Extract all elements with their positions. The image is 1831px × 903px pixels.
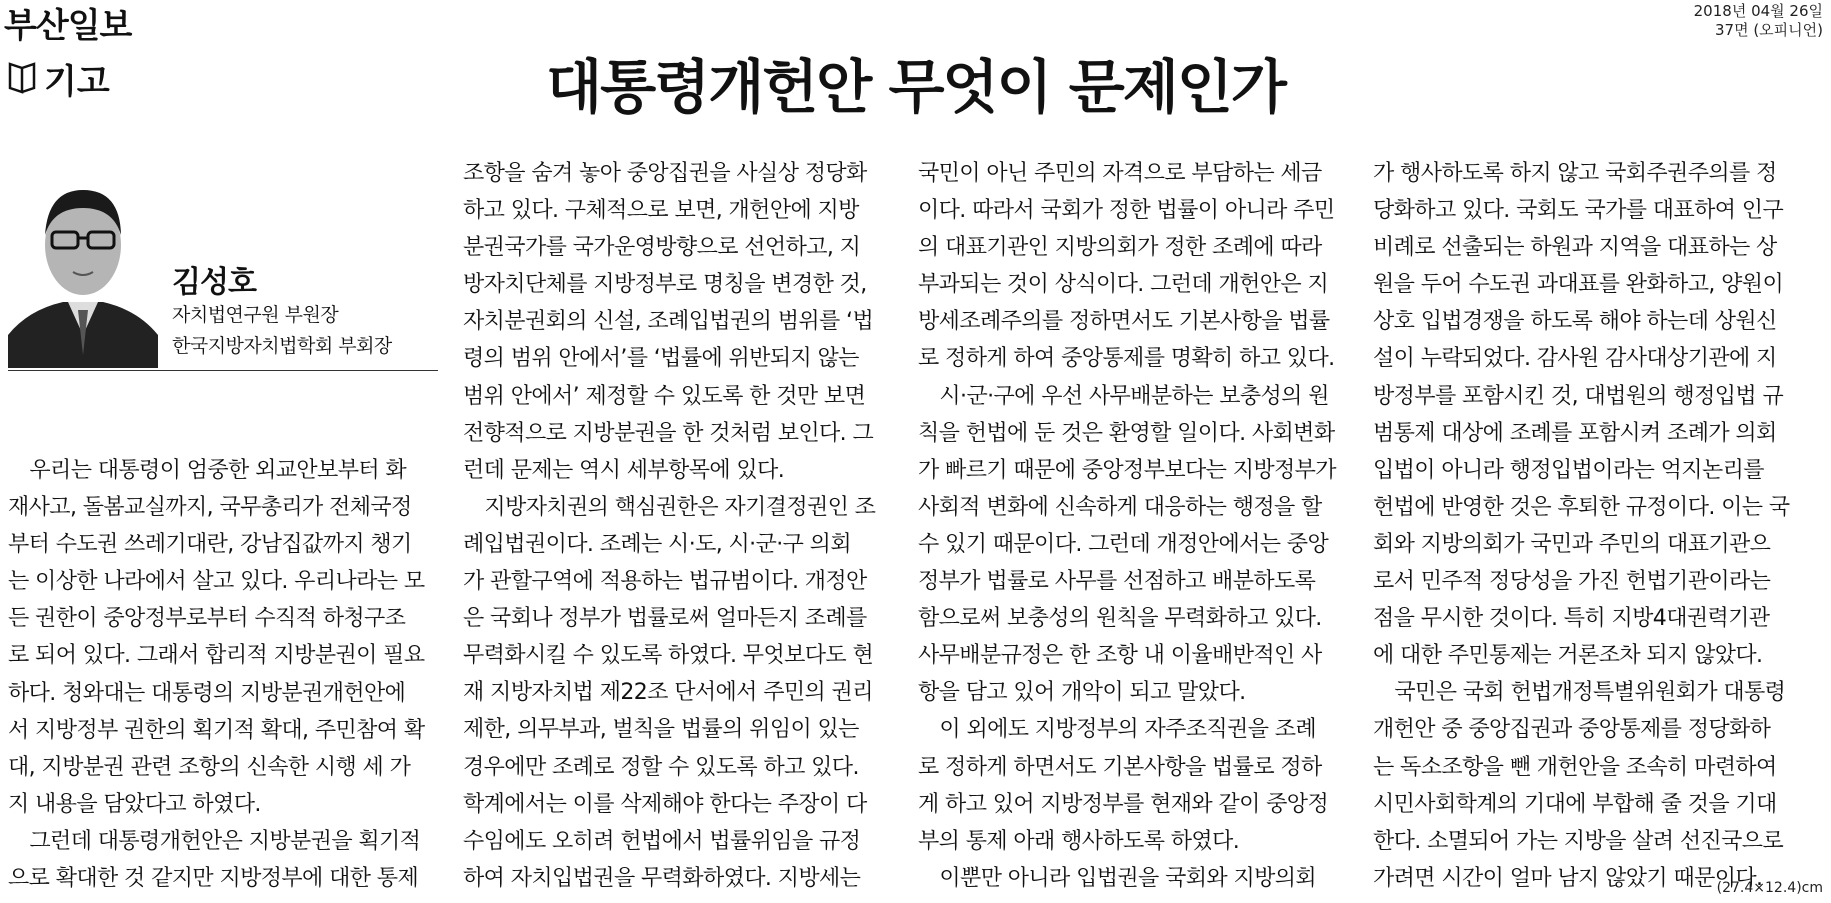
article-size: (27.4×12.4)cm (1716, 880, 1823, 896)
text-line: 가려면 시간이 얼마 남지 않았기 때문이다. (1373, 865, 1763, 891)
text-line: 재사고, 돌봄교실까지, 국무총리가 전체국정 (8, 495, 412, 521)
text-line: 이뿐만 아니라 입법권을 국회와 지방의회 (918, 865, 1317, 891)
text-line: 이다. 따라서 국회가 정한 법률이 아니라 주민 (918, 198, 1335, 224)
text-line: 방정부를 포함시킨 것, 대법원의 행정입법 규 (1373, 383, 1784, 409)
newspaper-logo: 부산일보 (4, 6, 132, 46)
text-line: 자치분권회의 신설, 조례입법권의 범위를 ‘법 (463, 309, 874, 335)
issue-meta (1694, 2, 1823, 40)
text-line: 헌법에 반영한 것은 후퇴한 규정이다. 이는 국 (1373, 494, 1790, 520)
text-line: 방세조례주의를 정하면서도 기본사항을 법률 (918, 309, 1330, 335)
text-line: 부터 수도권 쓰레기대란, 강남집값까지 챙기 (8, 532, 412, 558)
text-line: 로 되어 있다. 그래서 합리적 지방분권이 필요 (8, 643, 425, 669)
text-line: 사회적 변화에 신속하게 대응하는 행정을 할 (918, 494, 1322, 520)
text-line: 칙을 헌법에 둔 것은 환영할 일이다. 사회변화 (918, 420, 1335, 446)
text-line: 지 내용을 담았다고 하였다. (8, 791, 261, 817)
text-line: 시민사회학계의 기대에 부합해 줄 것을 기대 (1373, 791, 1777, 817)
text-line: 는 독소조항을 뺀 개헌안을 조속히 마련하여 (1373, 754, 1777, 780)
headline: 대통령개헌안 무엇이 문제인가 (546, 53, 1285, 121)
text-line: 시·군·구에 우선 사무배분하는 보충성의 원 (918, 383, 1329, 409)
text-line: 점을 무시한 것이다. 특히 지방4대권력기관 (1373, 606, 1770, 632)
text-line: 서 지방정부 권한의 획기적 확대, 주민참여 확 (8, 717, 425, 743)
author-name: 김성호 (172, 265, 256, 300)
text-line: 당화하고 있다. 국회도 국가를 대표하여 인구 (1373, 198, 1784, 224)
text-line: 한다. 소멸되어 가는 지방을 살려 선진국으로 (1373, 828, 1784, 854)
text-line: 항을 담고 있어 개악이 되고 말았다. (918, 680, 1246, 706)
text-line: 하여 자치입법권을 무력화하였다. 지방세는 (463, 865, 861, 891)
text-line: 설이 누락되었다. 감사원 감사대상기관에 지 (1373, 346, 1777, 372)
text-line: 령의 범위 안에서’를 ‘법률에 위반되지 않는 (463, 346, 859, 372)
text-line: 비례로 선출되는 하원과 지역을 대표하는 상 (1373, 235, 1777, 261)
text-line: 상호 입법경쟁을 하도록 해야 하는데 상원신 (1373, 309, 1777, 335)
text-line: 원을 두어 수도권 과대표를 완화하고, 양원이 (1373, 272, 1784, 298)
text-line: 범위 안에서’ 제정할 수 있도록 한 것만 보면 (463, 383, 866, 409)
author-divider (8, 370, 438, 371)
text-line: 가 빠르기 때문에 중앙정부보다는 지방정부가 (918, 457, 1336, 483)
text-line: 함으로써 보충성의 원칙을 무력화하고 있다. (918, 606, 1322, 632)
text-line: 제한, 의무부과, 벌칙을 법률의 위임이 있는 (463, 717, 859, 743)
text-line: 방자치단체를 지방정부로 명칭을 변경한 것, (463, 272, 867, 298)
text-line: 범통제 대상에 조례를 포함시켜 조례가 의회 (1373, 420, 1777, 446)
text-line: 이 외에도 지방정부의 자주조직권을 조례 (918, 717, 1317, 743)
text-line: 부의 통제 아래 행사하도록 하였다. (918, 828, 1240, 854)
text-line: 하다. 청와대는 대통령의 지방분권개헌안에 (8, 680, 406, 706)
text-line: 입법이 아니라 행정입법이라는 억지논리를 (1373, 457, 1764, 483)
text-line: 지방자치권의 핵심권한은 자기결정권인 조 (463, 494, 876, 520)
text-line: 회와 지방의회가 국민과 주민의 대표기관으 (1373, 531, 1771, 557)
text-line: 는 이상한 나라에서 살고 있다. 우리나라는 모 (8, 569, 425, 595)
text-line: 으로 확대한 것 같지만 지방정부에 대한 통제 (8, 866, 419, 892)
text-line: 전향적으로 지방분권을 한 것처럼 보인다. 그 (463, 420, 874, 446)
text-line: 가 관할구역에 적용하는 법규범이다. 개정안 (463, 569, 867, 595)
text-line: 대, 지방분권 관련 조항의 신속한 시행 세 가 (8, 754, 411, 780)
text-line: 하고 있다. 구체적으로 보면, 개헌안에 지방 (463, 198, 859, 224)
section-label: 기고 (44, 62, 110, 102)
author-affiliation: 한국지방자치법학회 부회장 (172, 335, 392, 357)
text-line: 그런데 대통령개헌안은 지방분권을 획기적 (8, 828, 421, 854)
text-line: 조항을 숨겨 놓아 중앙집권을 사실상 정당화 (463, 161, 867, 186)
text-line: 수 있기 때문이다. 그런데 개정안에서는 중앙 (918, 531, 1329, 557)
issue-page: 37면 (오피니언) (1714, 21, 1823, 39)
text-line: 든 권한이 중앙정부로부터 수직적 하청구조 (8, 606, 406, 632)
text-line: 로 정하게 하여 중앙통제를 명확히 하고 있다. (918, 346, 1335, 372)
text-line: 의 대표기관인 지방의회가 정한 조례에 따라 (918, 235, 1322, 261)
text-line: 수임에도 오히려 헌법에서 법률위임을 규정 (463, 828, 861, 854)
text-line: 국민이 아닌 주민의 자격으로 부담하는 세금 (918, 161, 1322, 186)
text-line: 우리는 대통령이 엄중한 외교안보부터 화 (8, 458, 407, 483)
text-line: 학계에서는 이를 삭제해야 한다는 주장이 다 (463, 791, 867, 817)
text-line: 무력화시킬 수 있도록 하였다. 무엇보다도 현 (463, 643, 874, 669)
text-line: 재 지방자치법 제22조 단서에서 주민의 권리 (463, 680, 873, 706)
text-line: 정부가 법률로 사무를 선점하고 배분하도록 (918, 569, 1316, 595)
column-1 (8, 452, 438, 897)
text-line: 로서 민주적 정당성을 가진 헌법기관이라는 (1373, 569, 1771, 595)
text-line: 게 하고 있어 지방정부를 현재와 같이 중앙정 (918, 791, 1329, 817)
author-photo (8, 160, 158, 368)
text-line: 경우에만 조례로 정할 수 있도록 하고 있다. (463, 754, 859, 780)
text-line: 런데 문제는 역시 세부항목에 있다. (463, 457, 785, 483)
column-2 (463, 155, 893, 897)
text-line: 부과되는 것이 상식이다. 그런데 개헌안은 지 (918, 272, 1329, 298)
author-role: 자치법연구원 부원장 (172, 304, 339, 326)
text-line: 로 정하게 하면서도 기본사항을 법률로 정하 (918, 754, 1322, 780)
text-line: 사무배분규정은 한 조항 내 이율배반적인 사 (918, 643, 1322, 669)
text-line: 분권국가를 국가운영방향으로 선언하고, 지 (463, 235, 861, 261)
text-line: 례입법권이다. 조례는 시·도, 시·군·구 의회 (463, 531, 851, 557)
column-4 (1373, 155, 1803, 897)
text-line: 국민은 국회 헌법개정특별위원회가 대통령 (1373, 680, 1786, 706)
text-line: 가 행사하도록 하지 않고 국회주권주의를 정 (1373, 161, 1777, 186)
text-line: 은 국회나 정부가 법률로써 얼마든지 조례를 (463, 606, 867, 632)
text-line: 에 대한 주민통제는 거론조차 되지 않았다. (1373, 643, 1763, 669)
text-line: 개헌안 중 중앙집권과 중앙통제를 정당화하 (1373, 717, 1771, 743)
column-3 (918, 155, 1348, 897)
issue-date: 2018년 04월 26일 (1693, 2, 1823, 20)
